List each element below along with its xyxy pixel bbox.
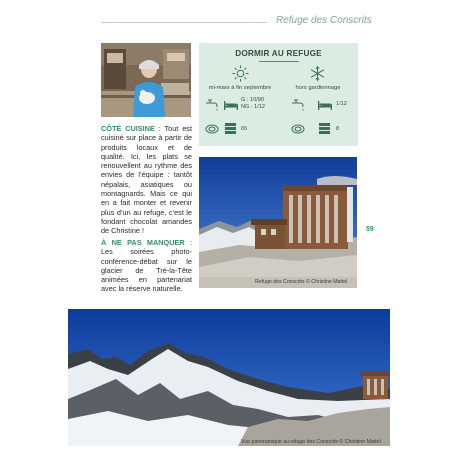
snowflake-icon — [309, 65, 326, 82]
summer-period: mi-mars à fin septembre — [208, 85, 272, 91]
plate-icon — [291, 123, 305, 135]
not-to-miss-body: : Les soirées photo-conférence-débat sur le glacier de Tré-la-Tête animées en partenariat avec la réserve naturelle. — [101, 238, 192, 294]
hut-photo-caption: Refuge des Conscrits © Christine Mattel — [255, 279, 348, 285]
kitchen-paragraph — [101, 124, 192, 236]
unguarded-beds: 1/12 — [336, 101, 347, 107]
kitchen-lead: CÔTÉ CUISINE — [101, 124, 155, 133]
info-box-title-rule — [259, 61, 299, 62]
lodging-info-box — [199, 43, 358, 146]
panorama-photo — [68, 309, 390, 446]
unguarded-meals: 8 — [336, 126, 340, 132]
panorama-photo-caption: Vue panoramique au refuge des Conscrits © Christine Mattel — [241, 439, 381, 445]
info-box-title: DORMIR AU REFUGE — [235, 49, 322, 58]
panorama-photo-illustration — [68, 309, 390, 446]
blanket-icon — [224, 122, 237, 135]
guarded-beds-line1: G : 10/90 — [241, 97, 265, 103]
plate-icon — [205, 123, 219, 135]
sun-icon — [232, 65, 249, 82]
hut-photo-illustration — [199, 157, 357, 288]
winter-period: hors gardiennage — [295, 85, 341, 91]
blanket-icon — [318, 122, 331, 135]
kitchen-photo-illustration — [101, 43, 191, 117]
bed-icon — [224, 100, 238, 110]
not-to-miss-lead: À NE PAS MANQUER — [101, 238, 185, 247]
kitchen-photo — [101, 43, 191, 117]
tap-icon — [291, 99, 305, 111]
hut-photo — [199, 157, 357, 288]
guarded-meals: 65 — [241, 126, 248, 132]
header-rule — [101, 22, 267, 23]
tap-icon — [205, 99, 219, 111]
page-number: 59 — [366, 226, 374, 233]
running-title: Refuge des Conscrits — [276, 15, 372, 26]
kitchen-body: : Tout est cuisiné sur place à partir de produits locaux et de qualité. Ici, les plats se renouvellent au rythme des envies de l’équipe : tantôt népalais, asiatiques ou montagnards. Mais ce qui en a fait monter et revenir plus d’un au refuge, c’est le fondant chocolat amandes de Christine ! — [101, 124, 192, 236]
guarded-beds-line2: NG : 1/12 — [241, 104, 265, 110]
not-to-miss-paragraph — [101, 238, 192, 294]
bed-icon — [318, 100, 332, 110]
